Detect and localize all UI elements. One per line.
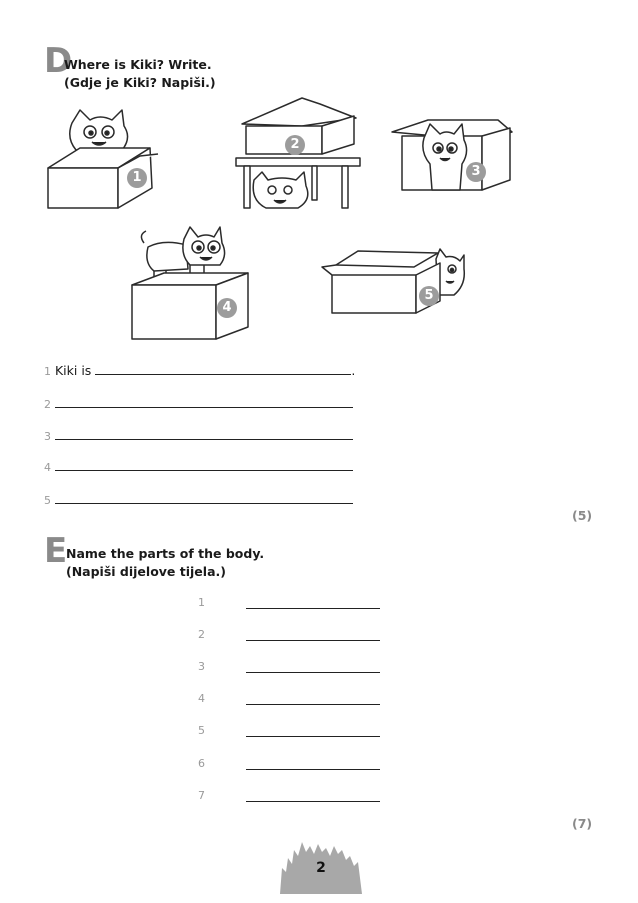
answer-line-3: [44, 428, 353, 443]
body-part-number-5: 5: [198, 724, 205, 737]
body-part-blank-1[interactable]: [246, 608, 380, 609]
section-e-score: (7): [572, 816, 593, 831]
body-part-blank-3[interactable]: [246, 672, 380, 673]
picture-cat-in-box: [40, 108, 165, 213]
answer-blank[interactable]: [55, 439, 353, 440]
body-part-number-1: 1: [198, 596, 205, 609]
body-part-number-4: 4: [198, 692, 205, 705]
answer-line-1: [44, 363, 355, 378]
picture-number-2: 2: [285, 135, 305, 155]
answer-blank[interactable]: [95, 374, 351, 375]
section-e-letter: E: [44, 531, 68, 571]
body-part-blank-5[interactable]: [246, 736, 380, 737]
answer-line-number: 5: [44, 494, 51, 507]
body-part-blank-6[interactable]: [246, 769, 380, 770]
section-d-letter: D: [44, 41, 73, 81]
answer-line-number: 1: [44, 365, 51, 378]
section-e-title: Name the parts of the body.: [66, 546, 265, 561]
picture-cat-on-box: [124, 225, 254, 345]
body-part-blank-4[interactable]: [246, 704, 380, 705]
answer-line-4: [44, 459, 353, 474]
body-part-blank-7[interactable]: [246, 801, 380, 802]
section-d-score: (5): [572, 508, 593, 523]
answer-line-number: 3: [44, 430, 51, 443]
picture-cat-under-table: [232, 96, 367, 218]
answer-prefix: Kiki is: [54, 363, 92, 378]
answer-blank[interactable]: [55, 407, 353, 408]
answer-line-2: [44, 396, 353, 411]
body-part-number-2: 2: [198, 628, 205, 641]
picture-number-3: 3: [466, 162, 486, 182]
body-part-blank-2[interactable]: [246, 640, 380, 641]
body-part-number-3: 3: [198, 660, 205, 673]
answer-line-5: [44, 492, 353, 507]
section-d-title: Where is Kiki? Write.: [64, 57, 212, 72]
picture-cat-in-box-behind: [388, 118, 518, 198]
page-number: 2: [316, 860, 326, 876]
answer-line-number: 4: [44, 461, 51, 474]
answer-blank[interactable]: [55, 470, 353, 471]
answer-line-number: 2: [44, 398, 51, 411]
answer-blank[interactable]: [55, 503, 353, 504]
picture-number-4: 4: [217, 298, 237, 318]
picture-number-5: 5: [419, 286, 439, 306]
body-part-number-6: 6: [198, 757, 205, 770]
section-e-subtitle: (Napiši dijelove tijela.): [66, 564, 226, 579]
picture-cat-behind-box: [318, 245, 473, 320]
picture-number-1: 1: [127, 168, 147, 188]
answer-suffix: .: [351, 363, 356, 378]
section-d-subtitle: (Gdje je Kiki? Napiši.): [64, 75, 216, 90]
body-part-number-7: 7: [198, 789, 205, 802]
